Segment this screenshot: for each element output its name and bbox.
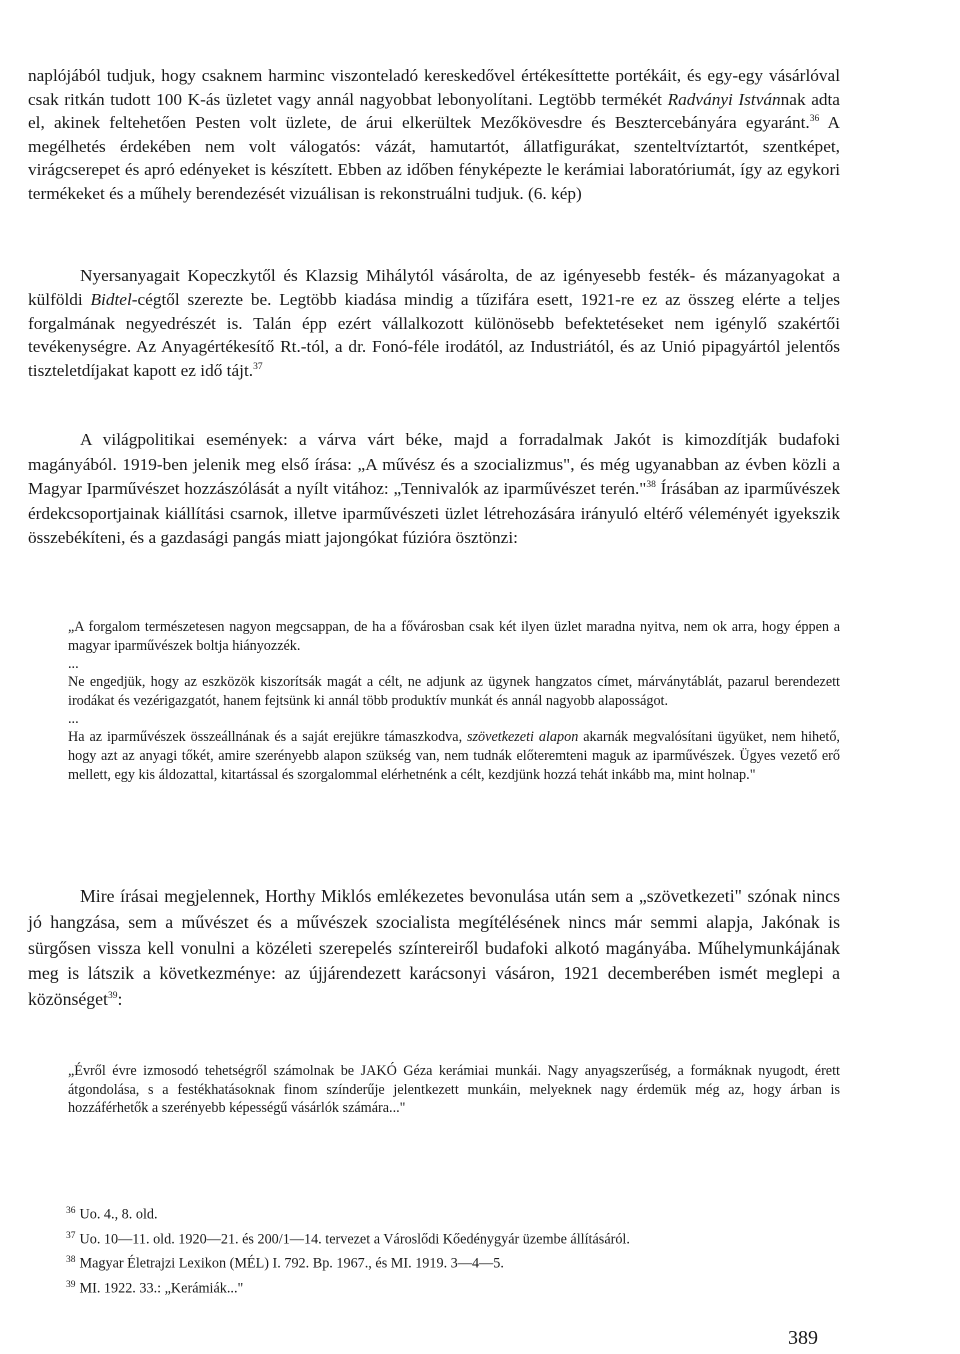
quote1-ellipsis-1: ...: [68, 656, 79, 673]
quote1-ellipsis-2: ...: [68, 711, 79, 728]
block-quote-2: [68, 1062, 840, 1118]
paragraph-2: [28, 264, 840, 383]
paragraph-3: [28, 428, 840, 551]
para1-text-3: A megélhetés érdekében nem volt válogatós: vázát, hamutartót, állatfigurákat, szenteltvíztartót, szentképet, virágcserepet és apró edényeket is készített. Ebben az időben fényképezte le kerámiai laboratóriumát, így az egykori termékeket és a műhely berendezését vizuálisan is rekonstruálni tudjuk. (6. kép): [28, 113, 840, 203]
para1-text-2: nak adta el, akinek feltehetően Pesten volt üzlete, de árui elkerültek Mezőkövesdre és Besztercebányára egyaránt.: [28, 89, 840, 133]
block-quote-1: [68, 618, 840, 784]
quote1-line-3a: Ha az iparművészek összeállnának és a saját erejükre támaszkodva,: [68, 729, 468, 746]
paragraph-1: [28, 64, 840, 206]
page-number: 389: [788, 1327, 818, 1349]
quote2-text: „Évről évre izmosodó tehetségről számolnak be JAKÓ Géza kerámiai munkái. Nagy anyagszerűség, a formáknak nyugodt, érett átgondolása, s a festékhatásoknak finom színderűje jelentkezett munkáin, melyeknek nagy érdemük még az, hogy árban is hozzáférhetők a szerényebb képességű vásárlók számára...": [68, 1063, 840, 1117]
footnote-ref-37[interactable]: 37: [253, 362, 263, 373]
footnotes: [28, 1201, 840, 1300]
quote1-line-3: [68, 728, 840, 784]
footnote-36: [28, 1201, 840, 1226]
footnote-number: 39: [66, 1280, 76, 1291]
footnote-text: Uo. 4., 8. old.: [79, 1206, 158, 1223]
paragraph-4: [28, 884, 840, 1013]
para2-text-2: -cégtől szerezte be. Legtöbb kiadása mindig a tűzifára esett, 1921-re ez az összeg elérte a teljes forgalmának negyedrészét is. Talán épp ezért vállalkozott különösebb befektetéseket nem igénylő szakértői tevékenységre. Az Anyagértékesítő Rt.-tól, a dr. Fonó-féle irodától, az Industriától, és az Unió pipagyártól jelentős tiszteletdíjakat kapott ez idő tájt.: [28, 289, 840, 381]
footnote-text: Uo. 10—11. old. 1920—21. és 200/1—14. tervezet a Városlődi Kőedénygyár üzembe állításáról.: [79, 1231, 630, 1248]
quote1-line-2: Ne engedjük, hogy az eszközök kiszorítsák magát a célt, ne adjunk az ügynek hangzatos címet, márványtáblát, pazarul berendezett irodákat és vezérigazgatót, hanem fejtsünk ki annál több produktív munkát és annál nagyobb alaposságot.: [68, 674, 840, 709]
footnote-number: 36: [66, 1206, 76, 1216]
para2-name-italic: Bidtel: [90, 289, 132, 309]
footnote-number: 37: [66, 1230, 76, 1241]
footnote-ref-39[interactable]: 39: [108, 991, 118, 1002]
footnote-37: [28, 1226, 840, 1251]
para1-name-italic: Radványi István: [667, 89, 781, 109]
footnote-text: Magyar Életrajzi Lexikon (MÉL) I. 792. Bp. 1967., és MI. 1919. 3—4—5.: [79, 1256, 504, 1273]
quote1-line-1: „A forgalom természetesen nagyon megcsappan, de ha a fővárosban csak két ilyen üzlet maradna nyitva, nem ok arra, hogy éppen a magyar iparművészek boltja hiányozzék.: [68, 619, 840, 654]
quote1-italic-phrase: szövetkezeti alapon: [467, 729, 579, 746]
footnote-text: MI. 1922. 33.: „Kerámiák...": [79, 1280, 244, 1297]
para1-text-1: naplójából tudjuk, hogy csaknem harminc viszonteladó kereskedővel értékesíttette portékáit, és egy-egy vásárlóval csak ritkán tudott 100 K-ás üzletet vagy annál nagyobbat lebonyolítani. Legtöbb termékét: [28, 66, 840, 109]
para2-text-1: Nyersanyagait Kopeczkytől és Klazsig Mihálytól vásárolta, de az igényesebb festék- és mázanyagokat a külföldi: [28, 266, 840, 309]
quote1-line-3b: akarnák megvalósítani ügyüket, nem hihető, hogy azt az anyagi tőkét, amire szerényebb alapon szükség van, nem tudnák előteremteni maguk az iparművészek. Ügyes vezető erő mellett, egy kis áldozattal, kitartással és szorgalommal elérhetnénk a célt, kezdjünk hozzá tehát inkább ma, mint holnap.": [68, 729, 840, 783]
para4-text-1: Mire írásai megjelennek, Horthy Miklós emlékezetes bevonulása után sem a „szövetkezeti" szónak nincs jó hangzása, sem a művészet és a művészek szocialista megítélésének nincs már semmi alapja, Jakónak is sürgősen vissza kell vonulni a közéleti szerepelés színtereiről budafoki alkotó magányába. Műhelymunkájának meg is látszik a következménye: az újjárendezett karácsonyi vásáron, 1921 decemberében ismét meglepi a közönséget: [28, 886, 840, 1010]
footnote-39: [28, 1275, 840, 1300]
para3-text-2: Írásában az iparművészek érdekcsoportjainak kiállítási csarnok, illetve iparművészeti üzlet létrehozására irányuló eltérő véleményét igyekszik összebékíteni, és a gazdasági pangás miatt jajongókat fúzióra ösztönzi:: [28, 479, 840, 548]
footnote-ref-36[interactable]: 36: [809, 114, 820, 125]
para4-text-2: :: [117, 989, 123, 1010]
footnote-number: 38: [66, 1255, 76, 1266]
para3-text-1: A világpolitikai események: a várva várt béke, majd a forradalmak Jakót is kimozdítják budafoki magányából. 1919-ben jelenik meg első írása: „A művész és a szocializmus", és még ugyanabban az évben közli a Magyar Iparművészet hozzászólását a nyílt vitához: „Tennivalók az iparművészet terén.": [28, 430, 840, 499]
footnote-ref-38[interactable]: 38: [646, 480, 656, 491]
footnote-38: [28, 1250, 840, 1275]
